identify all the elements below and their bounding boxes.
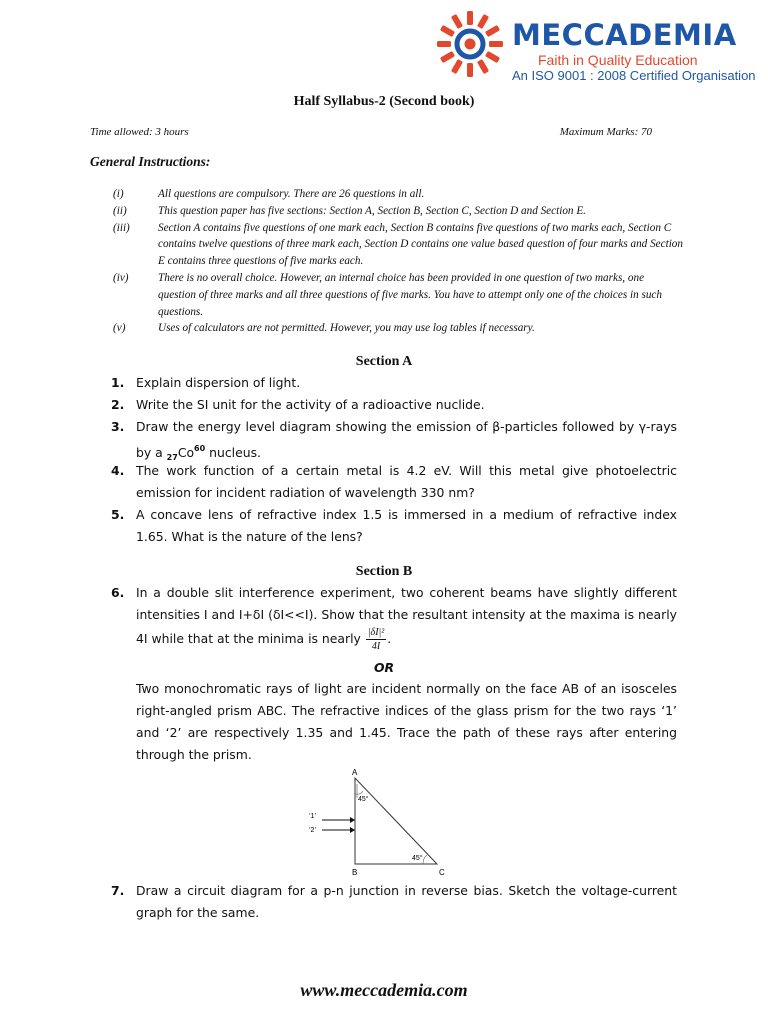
- instruction-number: (i): [113, 188, 124, 200]
- ray-1-arrow-icon: [350, 817, 355, 823]
- question-text: The work function of a certain metal is 4.2 eV. Will this metal give photoelectric emission for incident radiation of wavelength 330 nm?: [136, 463, 677, 500]
- question-number: 3.: [111, 419, 125, 434]
- angle-arc-bottom: [423, 855, 427, 864]
- instruction-item: [113, 320, 683, 337]
- atomic-number: 27: [166, 453, 178, 462]
- vertex-a-label: A: [352, 768, 358, 777]
- instruction-number: (iii): [113, 221, 130, 234]
- maximum-marks: Maximum Marks: 70: [559, 126, 652, 138]
- question-2: [111, 394, 677, 416]
- fraction-numerator: |δI|²: [367, 627, 385, 638]
- general-instructions-heading: General Instructions:: [90, 154, 211, 169]
- brand-tagline: Faith in Quality Education: [538, 52, 698, 68]
- vertex-c-label: C: [439, 868, 445, 877]
- brand-name: MECCADEMIA: [512, 18, 737, 52]
- question-text: Write the SI unit for the activity of a radioactive nuclide.: [136, 397, 485, 412]
- footer-website-link[interactable]: www.meccademia.com: [300, 980, 468, 1000]
- question-text: A concave lens of refractive index 1.5 is immersed in a medium of refractive index 1.65. What is the nature of the lens?: [136, 507, 677, 544]
- paper-title: Half Syllabus-2 (Second book): [293, 94, 475, 109]
- logo-spoke: [485, 25, 500, 37]
- general-instructions-list: [113, 186, 683, 337]
- time-allowed: Time allowed: 3 hours: [90, 126, 189, 138]
- vertex-b-label: B: [352, 868, 358, 877]
- ray-1-label: ‘1’: [309, 813, 317, 820]
- element-symbol: Co: [177, 445, 195, 460]
- angle-top-label: 45°: [358, 796, 369, 803]
- brand-certification: An ISO 9001 : 2008 Certified Organisation: [512, 68, 756, 83]
- question-number: 7.: [111, 883, 125, 898]
- question-7: [111, 880, 677, 924]
- question-text-part: .: [387, 631, 392, 646]
- question-number: 2.: [111, 397, 125, 412]
- gear-logo-icon: [434, 8, 506, 80]
- question-1: [111, 372, 677, 394]
- question-text: Explain dispersion of light.: [136, 375, 301, 390]
- section-a-heading: Section A: [355, 354, 413, 369]
- question-4: [111, 460, 677, 504]
- or-separator: OR: [373, 660, 395, 675]
- instruction-item: [113, 270, 683, 320]
- instruction-text: This question paper has five sections: Section A, Section B, Section C, Section D and Section E.: [158, 204, 586, 217]
- logo-spoke: [489, 41, 503, 47]
- angle-bottom-label: 45°: [412, 855, 423, 862]
- question-text-part: Draw the energy level diagram showing the emission of β-particles followed by γ-rays by a: [136, 419, 677, 460]
- logo-spoke: [467, 11, 473, 25]
- question-number: 5.: [111, 507, 125, 522]
- logo-spoke: [467, 63, 473, 77]
- question-number: 4.: [111, 463, 125, 478]
- logo-spoke: [477, 14, 489, 29]
- question-text-part: nucleus.: [205, 445, 261, 460]
- instruction-number: (ii): [113, 204, 127, 217]
- logo-spoke: [451, 59, 463, 74]
- instruction-text: There is no overall choice. However, an internal choice has been provided in one question of two marks, one question of three marks and all three questions of five marks. You have to attempt only one of the choices in such questions.: [158, 271, 662, 318]
- logo-spoke: [440, 25, 455, 37]
- fraction-denominator: 4I: [371, 641, 381, 652]
- instruction-text: Uses of calculators are not permitted. However, you may use log tables if necessary.: [158, 322, 535, 335]
- instruction-text: All questions are compulsory. There are 26 questions in all.: [158, 188, 425, 200]
- question-text: Draw a circuit diagram for a p-n junction in reverse bias. Sketch the voltage-current graph for the same.: [136, 883, 677, 920]
- logo-spoke: [477, 59, 489, 74]
- logo-spoke: [485, 51, 500, 63]
- question-5: [111, 504, 677, 548]
- ray-2-label: ‘2’: [309, 827, 317, 834]
- instruction-item: [113, 186, 683, 203]
- prism-diagram: [305, 764, 455, 882]
- ray-2-arrow-icon: [350, 827, 355, 833]
- fraction: [366, 626, 386, 653]
- logo-spoke: [451, 14, 463, 29]
- instruction-item: [113, 220, 683, 270]
- logo-spoke: [437, 41, 451, 47]
- section-b-heading: Section B: [355, 564, 413, 579]
- instruction-number: (v): [113, 322, 126, 335]
- question-6: [111, 582, 677, 653]
- angle-arc-top: [355, 791, 363, 794]
- question-number: 1.: [111, 375, 125, 390]
- mass-number: 60: [194, 444, 206, 453]
- brand-logo: [434, 8, 754, 88]
- question-text: Two monochromatic rays of light are incident normally on the face AB of an isosceles right-angled prism ABC. The refractive indices of the glass prism for the two rays ‘1’ and ‘2’ are respectively 1.35 and 1.45. Trace the path of these rays after entering through the prism.: [136, 681, 677, 762]
- question-text: [136, 582, 677, 653]
- instruction-text: Section A contains five questions of one mark each, Section B contains five questions of two marks each, Section C contains twelve questions of three mark each, Section D contains one value based question of four marks and Section E contains three questions of five marks each.: [158, 221, 683, 268]
- question-6-alternative: [111, 678, 677, 766]
- logo-spoke: [440, 51, 455, 63]
- question-number: 6.: [111, 585, 125, 600]
- instruction-item: [113, 203, 683, 220]
- instruction-number: (iv): [113, 271, 129, 284]
- question-text-part: In a double slit interference experiment, two coherent beams have slightly different intensities I and I+δI (δI<<I). Show that the resultant intensity at the maxima is nearly 4I while that at the minima is nearly: [136, 585, 677, 646]
